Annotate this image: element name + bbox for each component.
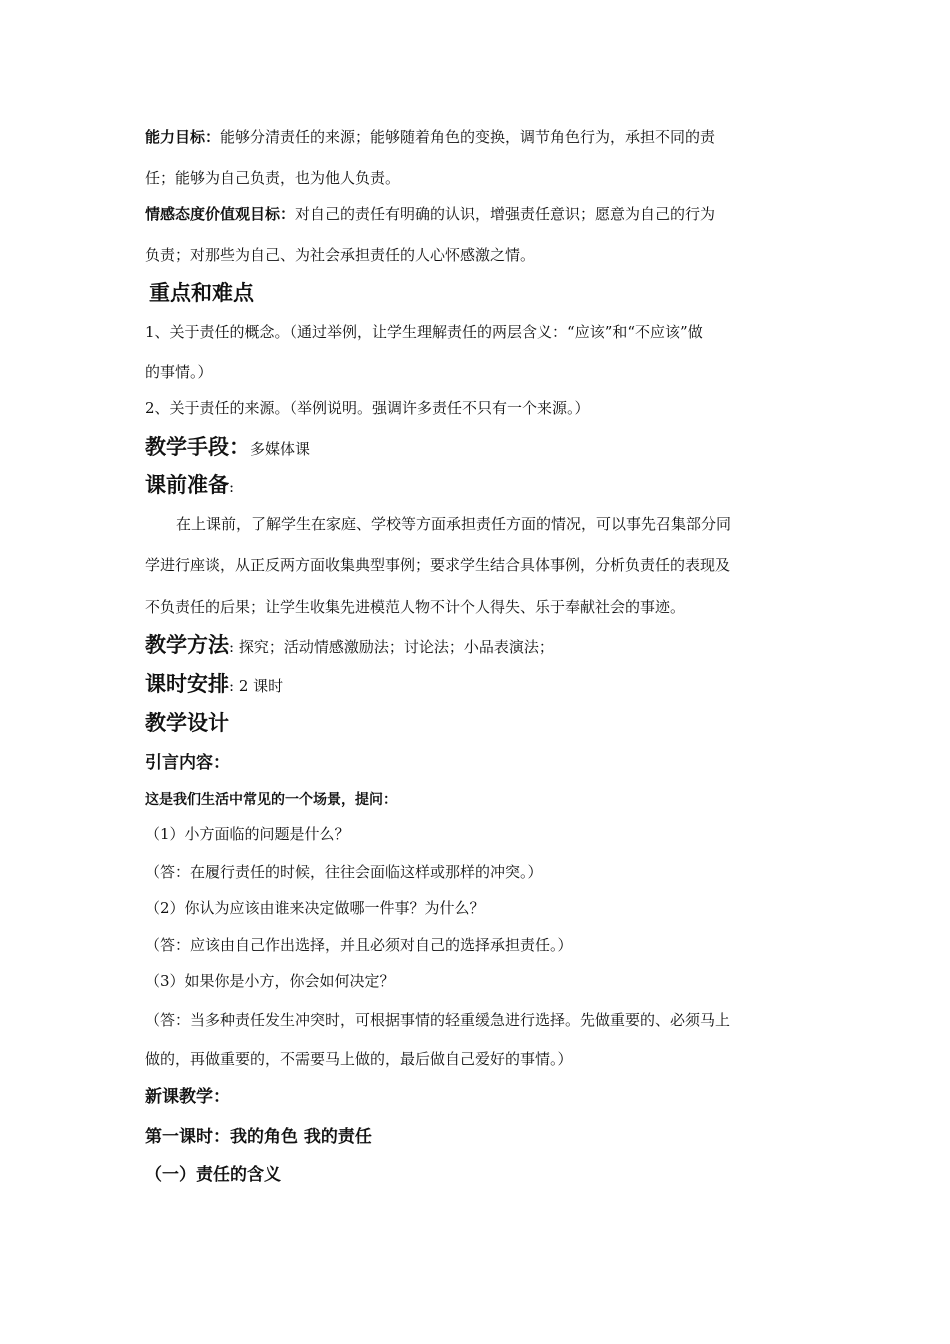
class-hours-text: : 2 课时 bbox=[229, 677, 284, 695]
ability-goal-text: 能够分清责任的来源；能够随着角色的变换，调节角色行为，承担不同的责 bbox=[220, 128, 716, 146]
section-one-heading: （一）责任的含义 bbox=[145, 1165, 281, 1185]
preparation-paragraph-line-1: 在上课前，了解学生在家庭、学校等方面承担责任方面的情况，可以事先召集部分同 bbox=[176, 515, 732, 533]
question-3: （3）如果你是小方，你会如何决定？ bbox=[145, 972, 395, 990]
question-2: （2）你认为应该由谁来决定做哪一件事？为什么？ bbox=[145, 899, 485, 917]
preparation-line bbox=[145, 472, 234, 498]
teaching-means-line bbox=[145, 434, 310, 460]
key-point-1-continuation: 的事情。） bbox=[145, 363, 213, 381]
answer-3: （答：当多种责任发生冲突时，可根据事情的轻重缓急进行选择。先做重要的、必须马上 bbox=[145, 1011, 731, 1029]
key-points-heading: 重点和难点 bbox=[149, 281, 254, 305]
key-point-2: 2、关于责任的来源。（举例说明。强调许多责任不只有一个来源。） bbox=[145, 399, 590, 417]
preparation-paragraph-line-2: 学进行座谈，从正反两方面收集典型事例；要求学生结合具体事例，分析负责任的表现及 bbox=[145, 556, 731, 574]
lesson-one-heading: 第一课时：我的角色 我的责任 bbox=[145, 1127, 372, 1147]
class-hours-line bbox=[145, 671, 283, 697]
teaching-means-heading: 教学手段： bbox=[145, 435, 250, 459]
answer-1: （答：在履行责任的时候，往往会面临这样或那样的冲突。） bbox=[145, 863, 543, 881]
preparation-colon: : bbox=[229, 478, 235, 496]
emotion-goal-label: 情感态度价值观目标： bbox=[145, 205, 296, 223]
question-1: （1）小方面临的问题是什么？ bbox=[145, 825, 350, 843]
emotion-goal-line bbox=[145, 204, 715, 224]
emotion-goal-text: 对自己的责任有明确的认识，增强责任意识；愿意为自己的行为 bbox=[295, 205, 716, 223]
teaching-method-text: : 探究；活动情感激励法；讨论法；小品表演法； bbox=[229, 638, 554, 656]
ability-goal-label: 能力目标： bbox=[145, 128, 221, 146]
preparation-paragraph-line-3: 不负责任的后果；让学生收集先进模范人物不计个人得失、乐于奉献社会的事迹。 bbox=[145, 598, 686, 616]
key-point-1: 1、关于责任的概念。（通过举例，让学生理解责任的两层含义：“应该”和“不应该”做 bbox=[145, 323, 703, 341]
preparation-heading: 课前准备 bbox=[145, 473, 229, 497]
intro-heading: 引言内容： bbox=[145, 753, 230, 773]
emotion-goal-continuation: 负责；对那些为自己、为社会承担责任的人心怀感激之情。 bbox=[145, 246, 536, 264]
ability-goal-continuation: 任；能够为自己负责，也为他人负责。 bbox=[145, 169, 401, 187]
class-hours-heading: 课时安排 bbox=[145, 672, 229, 696]
answer-3-continuation: 做的，再做重要的，不需要马上做的，最后做自己爱好的事情。） bbox=[145, 1050, 573, 1068]
answer-2: （答：应该由自己作出选择，并且必须对自己的选择承担责任。） bbox=[145, 936, 573, 954]
new-lesson-heading: 新课教学： bbox=[145, 1087, 230, 1107]
ability-goal-line bbox=[145, 127, 715, 147]
question-lead: 这是我们生活中常见的一个场景，提问： bbox=[145, 792, 397, 808]
teaching-method-line bbox=[145, 632, 554, 658]
teaching-design-heading: 教学设计 bbox=[145, 711, 229, 735]
teaching-means-text: 多媒体课 bbox=[250, 440, 311, 458]
teaching-method-heading: 教学方法 bbox=[145, 633, 229, 657]
